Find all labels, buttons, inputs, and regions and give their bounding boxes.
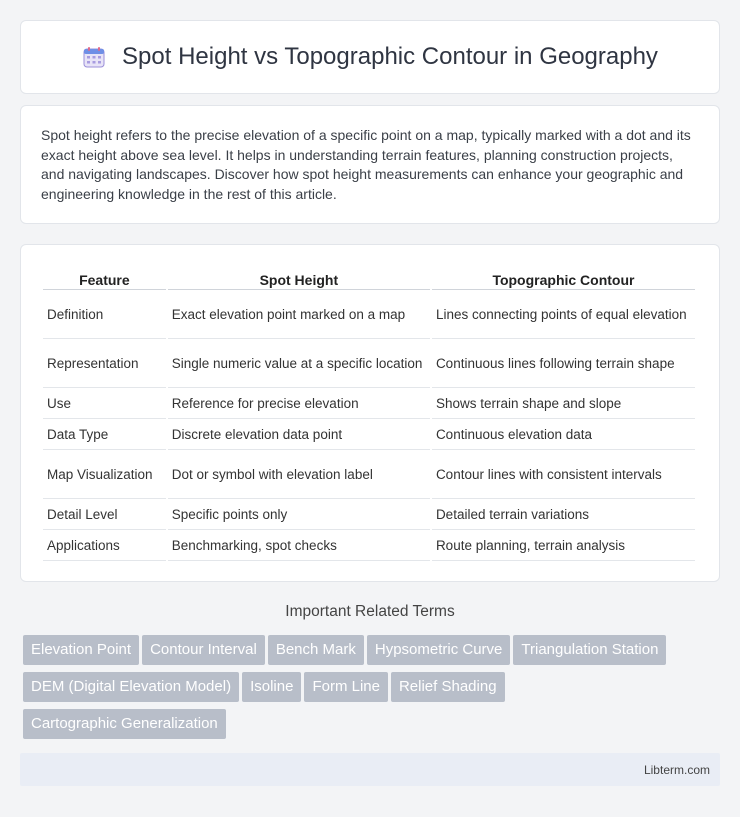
tag-contour-interval[interactable]: Contour Interval (142, 635, 265, 665)
table-cell: Contour lines with consistent intervals (432, 452, 695, 499)
table-cell: Lines connecting points of equal elevation (432, 292, 695, 339)
footer-brand[interactable]: Libterm.com (643, 763, 710, 777)
table-cell: Use (43, 390, 166, 419)
header-spot-height: Spot Height (168, 267, 430, 290)
intro-card (20, 105, 720, 224)
footer (20, 753, 720, 786)
table-cell: Map Visualization (43, 452, 166, 499)
related-terms-tags (23, 635, 723, 746)
table-cell: Definition (43, 292, 166, 339)
table-cell: Data Type (43, 421, 166, 450)
table-row (43, 390, 695, 419)
related-terms-title: Important Related Terms (285, 603, 455, 620)
table-cell: Dot or symbol with elevation label (168, 452, 430, 499)
table-cell: Continuous lines following terrain shape (432, 341, 695, 388)
table-cell: Discrete elevation data point (168, 421, 430, 450)
table-cell: Shows terrain shape and slope (432, 390, 695, 419)
tag-hypsometric-curve[interactable]: Hypsometric Curve (367, 635, 511, 665)
comparison-table (41, 265, 697, 563)
table-cell: Specific points only (168, 501, 430, 530)
title-card (20, 20, 720, 94)
table-row (43, 532, 695, 561)
tag-elevation-point[interactable]: Elevation Point (23, 635, 139, 665)
table-header-row (43, 267, 695, 290)
table-cell: Continuous elevation data (432, 421, 695, 450)
tag-relief-shading[interactable]: Relief Shading (391, 672, 505, 702)
tag-isoline[interactable]: Isoline (242, 672, 301, 702)
table-row (43, 501, 695, 530)
table-cell: Route planning, terrain analysis (432, 532, 695, 561)
header-topographic-contour: Topographic Contour (432, 267, 695, 290)
calendar-icon (82, 45, 106, 69)
table-cell: Applications (43, 532, 166, 561)
table-cell: Reference for precise elevation (168, 390, 430, 419)
tag-form-line[interactable]: Form Line (304, 672, 388, 702)
table-cell: Representation (43, 341, 166, 388)
header-feature: Feature (43, 267, 166, 290)
tag-dem[interactable]: DEM (Digital Elevation Model) (23, 672, 239, 702)
table-row (43, 452, 695, 499)
table-cell: Benchmarking, spot checks (168, 532, 430, 561)
table-row (43, 341, 695, 388)
table-cell: Single numeric value at a specific location (168, 341, 430, 388)
tag-bench-mark[interactable]: Bench Mark (268, 635, 364, 665)
tag-triangulation-station[interactable]: Triangulation Station (513, 635, 666, 665)
page-title: Spot Height vs Topographic Contour in Geography (122, 43, 658, 70)
table-cell: Detail Level (43, 501, 166, 530)
intro-text: Spot height refers to the precise elevation of a specific point on a map, typically marked with a dot and its exact height above sea level. It helps in understanding terrain features, planning construction projects, and navigating landscapes. Discover how spot height measurements can enhance your geographic and engineering knowledge in the rest of this article. (41, 127, 691, 202)
table-cell: Detailed terrain variations (432, 501, 695, 530)
table-cell: Exact elevation point marked on a map (168, 292, 430, 339)
table-row (43, 292, 695, 339)
tag-cartographic-generalization[interactable]: Cartographic Generalization (23, 709, 226, 739)
table-row (43, 421, 695, 450)
comparison-card (20, 244, 720, 582)
